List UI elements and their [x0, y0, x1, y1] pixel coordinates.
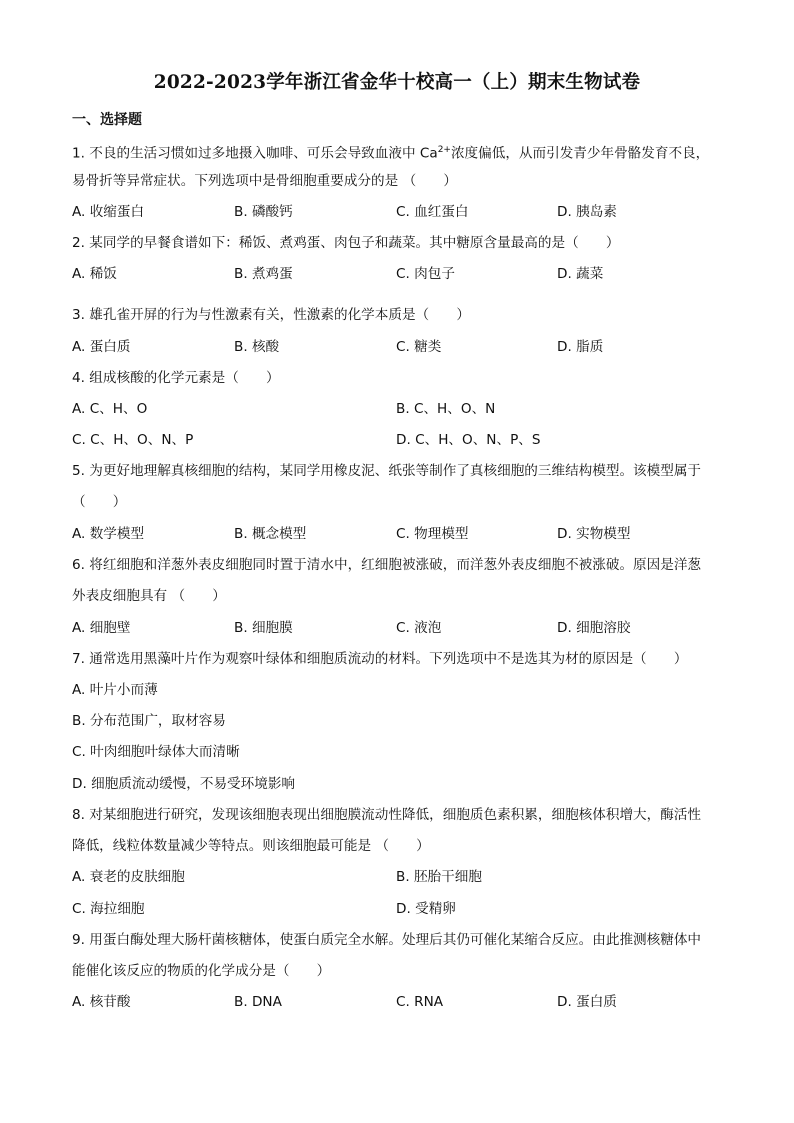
page-title: 2022-2023学年浙江省金华十校高一（上）期末生物试卷 — [153, 72, 641, 93]
q6-option-b: B. 细胞膜 — [234, 620, 293, 636]
q3-option-a: A. 蛋白质 — [72, 339, 131, 355]
q1-option-c: C. 血红蛋白 — [396, 204, 469, 220]
q2-option-c: C. 肉包子 — [396, 266, 455, 282]
question-5-line2: （ ） — [72, 494, 127, 510]
q2-option-b: B. 煮鸡蛋 — [234, 266, 293, 282]
q2-option-d: D. 蔬菜 — [557, 266, 604, 282]
q6-option-a: A. 细胞壁 — [72, 620, 131, 636]
q7-option-c: C. 叶肉细胞叶绿体大而清晰 — [72, 744, 240, 760]
question-6: 6. 将红细胞和洋葱外表皮细胞同时置于清水中，红细胞被涨破，而洋葱外表皮细胞不被涨破。原因是洋葱 — [72, 557, 702, 573]
q4-option-c: C. C、H、O、N、P — [72, 432, 194, 448]
question-1-text-cont: 浓度偏低，从而引发青少年骨骼发育不良， — [450, 145, 710, 162]
q7-option-d: D. 细胞质流动缓慢，不易受环境影响 — [72, 776, 296, 792]
q9-option-a: A. 核苷酸 — [72, 994, 131, 1010]
question-7: 7. 通常选用黑藻叶片作为观察叶绿体和细胞质流动的材料。下列选项中不是选其为材的原因是（ ） — [72, 651, 688, 667]
q8-option-c: C. 海拉细胞 — [72, 901, 145, 917]
question-8: 8. 对某细胞进行研究，发现该细胞表现出细胞膜流动性降低，细胞质色素积累，细胞核体积增大，酶活性 — [72, 807, 702, 823]
section-heading: 一、选择题 — [72, 112, 142, 128]
question-8-line2: 降低，线粒体数量减少等特点。则该细胞最可能是 （ ） — [72, 838, 430, 854]
q9-option-b: B. DNA — [234, 994, 282, 1010]
q7-option-a: A. 叶片小而薄 — [72, 682, 158, 698]
superscript: 2+ — [437, 145, 451, 155]
q4-option-b: B. C、H、O、N — [396, 401, 496, 417]
question-9: 9. 用蛋白酶处理大肠杆菌核糖体，使蛋白质完全水解。处理后其仍可催化某缩合反应。由此推测核糖体中 — [72, 932, 702, 948]
question-4: 4. 组成核酸的化学元素是（ ） — [72, 370, 280, 386]
q5-option-a: A. 数学模型 — [72, 526, 145, 542]
q2-option-a: A. 稀饭 — [72, 266, 117, 282]
question-1-line2: 易骨折等异常症状。下列选项中是骨细胞重要成分的是 （ ） — [72, 173, 457, 189]
q3-option-b: B. 核酸 — [234, 339, 280, 355]
q9-option-c: C. RNA — [396, 994, 444, 1010]
q8-option-a: A. 衰老的皮肤细胞 — [72, 869, 185, 885]
q4-option-a: A. C、H、O — [72, 401, 148, 417]
question-5: 5. 为更好地理解真核细胞的结构，某同学用橡皮泥、纸张等制作了真核细胞的三维结构模型。该模型属于 — [72, 463, 702, 479]
question-6-line2: 外表皮细胞具有 （ ） — [72, 588, 226, 604]
question-2: 2. 某同学的早餐食谱如下：稀饭、煮鸡蛋、肉包子和蔬菜。其中糖原含量最高的是（ ） — [72, 235, 620, 251]
q1-option-d: D. 胰岛素 — [557, 204, 617, 220]
q8-option-b: B. 胚胎干细胞 — [396, 869, 482, 885]
q6-option-c: C. 液泡 — [396, 620, 442, 636]
q3-option-c: C. 糖类 — [396, 339, 442, 355]
q9-option-d: D. 蛋白质 — [557, 994, 617, 1010]
q3-option-d: D. 脂质 — [557, 339, 604, 355]
q6-option-d: D. 细胞溶胶 — [557, 620, 631, 636]
question-3: 3. 雄孔雀开屏的行为与性激素有关，性激素的化学本质是（ ） — [72, 307, 470, 323]
q4-option-d: D. C、H、O、N、P、S — [396, 432, 541, 448]
q5-option-d: D. 实物模型 — [557, 526, 631, 542]
question-9-line2: 能催化该反应的物质的化学成分是（ ） — [72, 963, 331, 979]
question-1-text: 1. 不良的生活习惯如过多地摄入咖啡、可乐会导致血液中 Ca — [72, 145, 438, 162]
q5-option-c: C. 物理模型 — [396, 526, 469, 542]
q7-option-b: B. 分布范围广，取材容易 — [72, 713, 226, 729]
q1-option-a: A. 收缩蛋白 — [72, 204, 145, 220]
q1-option-b: B. 磷酸钙 — [234, 204, 293, 220]
q5-option-b: B. 概念模型 — [234, 526, 307, 542]
question-1 — [72, 141, 722, 163]
q8-option-d: D. 受精卵 — [396, 901, 456, 917]
